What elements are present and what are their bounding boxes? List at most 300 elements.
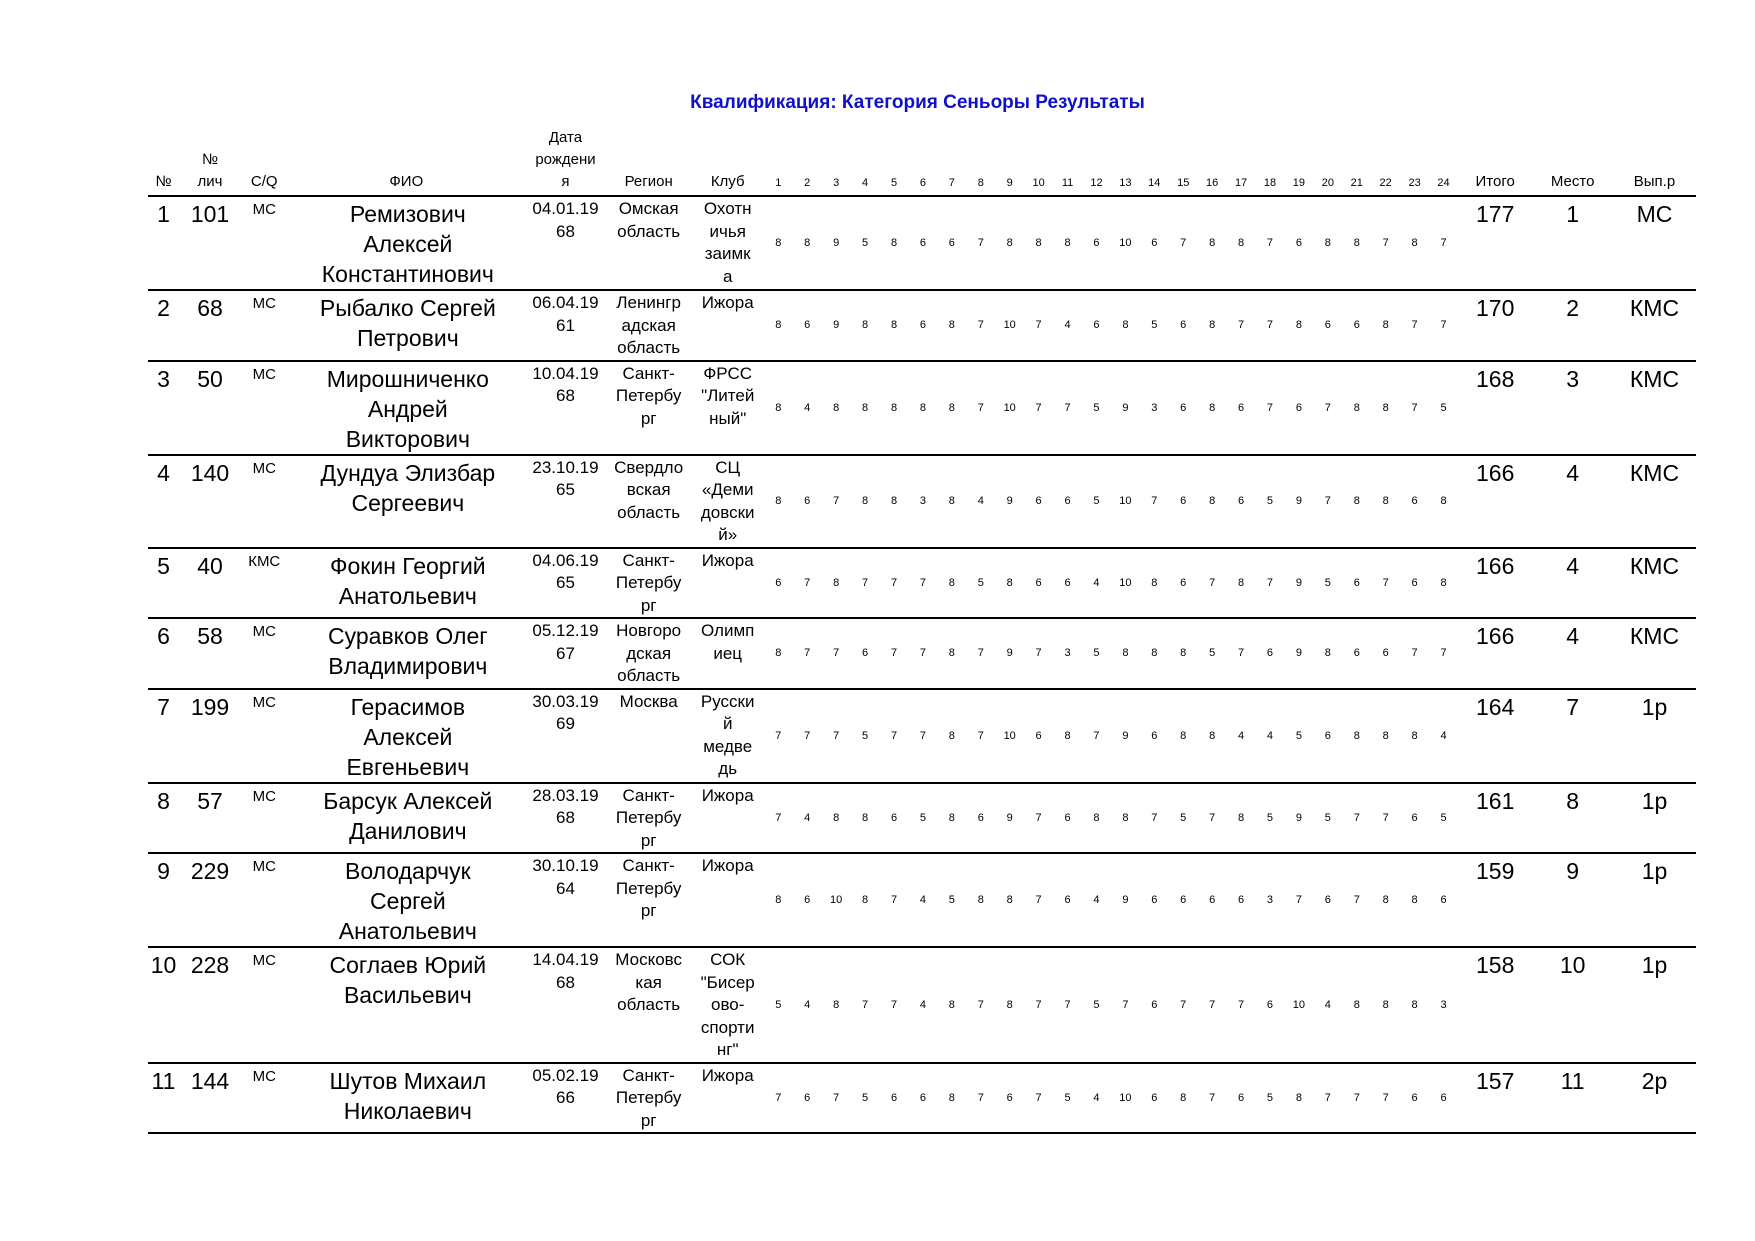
- series-score: 6: [1053, 783, 1082, 854]
- series-score: 8: [1313, 618, 1342, 689]
- qualification: КМС: [241, 548, 288, 619]
- series-score: 10: [995, 290, 1024, 361]
- series-score: 5: [1140, 290, 1169, 361]
- series-score: 5: [851, 1063, 880, 1134]
- series-score: 7: [1342, 853, 1371, 947]
- series-score: 8: [851, 783, 880, 854]
- birth-date: [525, 290, 606, 361]
- series-score: 6: [1227, 455, 1256, 548]
- region: [606, 783, 692, 854]
- series-score: 8: [1371, 689, 1400, 783]
- series-score: 5: [908, 783, 937, 854]
- row-num: 2: [148, 290, 179, 361]
- birth-date: [525, 947, 606, 1063]
- birth-date-line: 68: [556, 386, 575, 405]
- series-score: 10: [1111, 548, 1140, 619]
- club-line: Ижора: [701, 785, 754, 805]
- series-score: 3: [1053, 618, 1082, 689]
- series-score: 7: [1024, 361, 1053, 455]
- series-score: 5: [1053, 1063, 1082, 1134]
- region: [606, 455, 692, 548]
- series-score: 5: [1256, 455, 1285, 548]
- region-line: Санкт-: [622, 1065, 675, 1085]
- series-score: 8: [995, 548, 1024, 619]
- series-score: 6: [908, 196, 937, 290]
- series-score: 8: [1400, 853, 1429, 947]
- personal-num: 57: [179, 783, 241, 854]
- series-score: 7: [764, 783, 793, 854]
- series-score: 8: [937, 548, 966, 619]
- series-score: 6: [1342, 548, 1371, 619]
- series-score: 7: [1256, 548, 1285, 619]
- series-score: 6: [793, 290, 822, 361]
- table-row: [148, 361, 1696, 455]
- series-score: 6: [1284, 361, 1313, 455]
- header-series-2: 2: [793, 127, 822, 196]
- region: [606, 947, 692, 1063]
- series-score: 6: [908, 1063, 937, 1134]
- header-personal-num: [179, 127, 241, 196]
- series-score: 9: [995, 618, 1024, 689]
- series-score: 8: [1400, 689, 1429, 783]
- series-score: 7: [793, 548, 822, 619]
- region-line: Петербу: [615, 573, 682, 592]
- header-series-14: 14: [1140, 127, 1169, 196]
- series-score: 8: [1198, 196, 1227, 290]
- club-line: а: [722, 266, 733, 286]
- series-score: 6: [908, 290, 937, 361]
- header-personal-num-top: №: [201, 151, 219, 168]
- table-row: [148, 783, 1696, 854]
- series-score: 6: [1400, 548, 1429, 619]
- series-score: 6: [937, 196, 966, 290]
- series-score: 8: [1198, 689, 1227, 783]
- series-score: 7: [1198, 548, 1227, 619]
- series-score: 4: [1429, 689, 1458, 783]
- region-line: область: [617, 221, 681, 241]
- series-score: 8: [1053, 196, 1082, 290]
- athlete-name: [288, 853, 526, 947]
- region-line: Петербу: [615, 1088, 682, 1107]
- series-score: 5: [851, 689, 880, 783]
- place: 2: [1532, 290, 1613, 361]
- series-score: 8: [1342, 455, 1371, 548]
- series-score: 8: [764, 196, 793, 290]
- total: 157: [1458, 1063, 1532, 1134]
- birth-date: [525, 1063, 606, 1134]
- series-score: 7: [966, 689, 995, 783]
- region-line: область: [617, 338, 681, 357]
- series-score: 8: [1227, 783, 1256, 854]
- region-line: область: [617, 502, 681, 522]
- club-line: Олимп: [701, 621, 755, 640]
- series-score: 8: [1313, 196, 1342, 290]
- region: [606, 290, 692, 361]
- series-score: 7: [1082, 689, 1111, 783]
- header-personal-num-bottom: лич: [197, 173, 223, 190]
- series-score: 6: [1140, 1063, 1169, 1134]
- series-score: 8: [880, 455, 909, 548]
- place: 4: [1532, 548, 1613, 619]
- region-line: Петербу: [615, 386, 682, 405]
- club: [692, 290, 764, 361]
- athlete-name-line: Алексей: [363, 723, 453, 750]
- header-series-18: 18: [1256, 127, 1285, 196]
- header-series-17: 17: [1227, 127, 1256, 196]
- total: 159: [1458, 853, 1532, 947]
- series-score: 6: [1284, 196, 1313, 290]
- series-score: 7: [880, 947, 909, 1063]
- series-score: 8: [937, 689, 966, 783]
- athlete-name-line: Викторович: [345, 425, 470, 452]
- club-line: Ижора: [701, 550, 754, 570]
- series-score: 6: [1140, 689, 1169, 783]
- athlete-name: [288, 1063, 526, 1134]
- series-score: 9: [1284, 618, 1313, 689]
- region-line: Свердло: [614, 457, 684, 477]
- club-line: иец: [713, 643, 743, 663]
- club-line: спорти: [700, 1017, 755, 1037]
- row-num: 4: [148, 455, 179, 548]
- series-score: 8: [851, 455, 880, 548]
- rank-achieved: КМС: [1613, 361, 1696, 455]
- qualification: МС: [241, 290, 288, 361]
- birth-date: [525, 361, 606, 455]
- birth-date: [525, 618, 606, 689]
- series-score: 7: [822, 455, 851, 548]
- club: [692, 361, 764, 455]
- series-score: 7: [1024, 947, 1053, 1063]
- header-series-4: 4: [851, 127, 880, 196]
- athlete-name-line: Ремизович: [349, 201, 466, 227]
- athlete-name: [288, 361, 526, 455]
- series-score: 8: [1371, 947, 1400, 1063]
- athlete-name-line: Мирошниченко: [326, 365, 489, 392]
- series-score: 5: [1169, 783, 1198, 854]
- rank-achieved: 1р: [1613, 689, 1696, 783]
- club-line: й»: [718, 525, 738, 544]
- birth-date-line: 28.03.19: [532, 785, 599, 805]
- series-score: 6: [1371, 618, 1400, 689]
- athlete-name-line: Рыбалко Сергей: [319, 295, 496, 321]
- series-score: 9: [1111, 361, 1140, 455]
- birth-date-line: 30.03.19: [532, 691, 599, 711]
- series-score: 10: [995, 361, 1024, 455]
- series-score: 7: [908, 689, 937, 783]
- page-title: Квалификация: Категория Сеньоры Результаты: [690, 92, 1145, 113]
- birth-date-line: 30.10.19: [532, 856, 599, 875]
- personal-num: 140: [179, 455, 241, 548]
- club-line: ФРСС: [703, 363, 753, 383]
- series-score: 6: [1082, 196, 1111, 290]
- personal-num: 229: [179, 853, 241, 947]
- birth-date: [525, 548, 606, 619]
- athlete-name-line: Володарчук: [345, 858, 471, 884]
- birth-date: [525, 196, 606, 290]
- series-score: 8: [1227, 548, 1256, 619]
- series-score: 6: [1400, 1063, 1429, 1134]
- rank-achieved: 1р: [1613, 783, 1696, 854]
- series-score: 6: [1053, 853, 1082, 947]
- row-num: 8: [148, 783, 179, 854]
- series-score: 9: [1111, 853, 1140, 947]
- athlete-name-line: Андрей: [367, 395, 448, 422]
- header-series-12: 12: [1082, 127, 1111, 196]
- athlete-name-line: Николаевич: [343, 1097, 472, 1124]
- rank-achieved: КМС: [1613, 548, 1696, 619]
- total: 166: [1458, 618, 1532, 689]
- series-score: 7: [1400, 618, 1429, 689]
- region-line: рг: [640, 408, 657, 428]
- total: 177: [1458, 196, 1532, 290]
- rank-achieved: КМС: [1613, 455, 1696, 548]
- athlete-name: [288, 618, 526, 689]
- series-score: 6: [1169, 853, 1198, 947]
- club-line: Ижора: [701, 1065, 754, 1085]
- series-score: 7: [1169, 196, 1198, 290]
- series-score: 7: [822, 689, 851, 783]
- birth-date-line: 04.06.19: [532, 550, 599, 570]
- birth-date: [525, 455, 606, 548]
- series-score: 7: [1140, 455, 1169, 548]
- series-score: 6: [1169, 290, 1198, 361]
- place: 9: [1532, 853, 1613, 947]
- series-score: 8: [1342, 947, 1371, 1063]
- region-line: Петербу: [615, 808, 682, 827]
- series-score: 7: [1024, 1063, 1053, 1134]
- series-score: 7: [1371, 783, 1400, 854]
- birth-date-line: 06.04.19: [532, 293, 599, 312]
- series-score: 8: [822, 548, 851, 619]
- series-score: 7: [1140, 783, 1169, 854]
- series-score: 6: [851, 618, 880, 689]
- series-score: 6: [1313, 689, 1342, 783]
- series-score: 7: [1024, 290, 1053, 361]
- club: [692, 853, 764, 947]
- qualification: МС: [241, 783, 288, 854]
- series-score: 8: [1024, 196, 1053, 290]
- total: 166: [1458, 548, 1532, 619]
- athlete-name-line: Владимирович: [328, 653, 488, 679]
- series-score: 7: [822, 1063, 851, 1134]
- series-score: 4: [966, 455, 995, 548]
- series-score: 6: [880, 1063, 909, 1134]
- series-score: 5: [1082, 618, 1111, 689]
- header-series-15: 15: [1169, 127, 1198, 196]
- region-line: Петербу: [615, 878, 682, 898]
- place: 4: [1532, 618, 1613, 689]
- series-score: 7: [908, 548, 937, 619]
- header-dob: [525, 127, 606, 196]
- club-line: медве: [703, 736, 753, 756]
- region: [606, 853, 692, 947]
- series-score: 8: [966, 853, 995, 947]
- header-series-5: 5: [880, 127, 909, 196]
- region: [606, 361, 692, 455]
- birth-date: [525, 783, 606, 854]
- series-score: 6: [1053, 548, 1082, 619]
- club-line: СОК: [710, 950, 746, 969]
- series-score: 9: [995, 783, 1024, 854]
- club-line: Русски: [700, 691, 755, 711]
- series-score: 7: [793, 618, 822, 689]
- header-series-22: 22: [1371, 127, 1400, 196]
- table-row: [148, 618, 1696, 689]
- series-score: 8: [1140, 618, 1169, 689]
- series-score: 4: [908, 853, 937, 947]
- series-score: 7: [1313, 455, 1342, 548]
- region-line: дская: [626, 643, 672, 663]
- header-series-7: 7: [937, 127, 966, 196]
- series-score: 8: [1371, 853, 1400, 947]
- birth-date-line: 68: [556, 972, 575, 992]
- series-score: 8: [1169, 618, 1198, 689]
- series-score: 6: [1429, 853, 1458, 947]
- series-score: 6: [1140, 196, 1169, 290]
- series-score: 5: [1256, 1063, 1285, 1134]
- total: 170: [1458, 290, 1532, 361]
- athlete-name-line: Анатольевич: [338, 918, 477, 944]
- club-line: Ижора: [701, 293, 754, 312]
- region-line: Москва: [619, 691, 678, 711]
- rank-achieved: 2р: [1613, 1063, 1696, 1134]
- series-score: 6: [1400, 455, 1429, 548]
- birth-date-line: 10.04.19: [532, 363, 599, 383]
- header-row: [148, 127, 1696, 196]
- series-score: 4: [793, 361, 822, 455]
- series-score: 6: [1169, 548, 1198, 619]
- region-line: вская: [626, 480, 671, 499]
- birth-date-line: 69: [556, 714, 575, 733]
- series-score: 5: [1429, 361, 1458, 455]
- total: 158: [1458, 947, 1532, 1063]
- series-score: 7: [880, 853, 909, 947]
- region-line: область: [617, 995, 681, 1014]
- series-score: 9: [822, 196, 851, 290]
- athlete-name-line: Шутов Михаил: [329, 1067, 487, 1094]
- series-score: 7: [764, 1063, 793, 1134]
- series-score: 6: [995, 1063, 1024, 1134]
- place: 1: [1532, 196, 1613, 290]
- row-num: 9: [148, 853, 179, 947]
- region-line: рг: [640, 595, 657, 615]
- series-score: 7: [1284, 853, 1313, 947]
- qualification: МС: [241, 196, 288, 290]
- birth-date: [525, 689, 606, 783]
- region-line: рг: [640, 1110, 657, 1130]
- series-score: 7: [966, 1063, 995, 1134]
- header-dob-line-3: я: [561, 173, 570, 190]
- series-score: 4: [1256, 689, 1285, 783]
- series-score: 6: [764, 548, 793, 619]
- series-score: 3: [1256, 853, 1285, 947]
- series-score: 10: [822, 853, 851, 947]
- club: [692, 455, 764, 548]
- rank-achieved: 1р: [1613, 947, 1696, 1063]
- athlete-name: [288, 290, 526, 361]
- personal-num: 199: [179, 689, 241, 783]
- table-row: [148, 455, 1696, 548]
- series-score: 8: [1169, 689, 1198, 783]
- series-score: 8: [822, 783, 851, 854]
- birth-date-line: 68: [556, 221, 575, 241]
- series-score: 5: [851, 196, 880, 290]
- series-score: 6: [1342, 290, 1371, 361]
- series-score: 6: [1256, 947, 1285, 1063]
- club: [692, 783, 764, 854]
- athlete-name-line: Петрович: [356, 325, 459, 351]
- series-score: 8: [1169, 1063, 1198, 1134]
- header-series-13: 13: [1111, 127, 1140, 196]
- series-score: 6: [1169, 361, 1198, 455]
- series-score: 6: [1256, 618, 1285, 689]
- athlete-name: [288, 548, 526, 619]
- place: 11: [1532, 1063, 1613, 1134]
- header-fio: ФИО: [288, 127, 526, 196]
- athlete-name: [288, 783, 526, 854]
- series-score: 5: [1082, 361, 1111, 455]
- series-score: 4: [1082, 548, 1111, 619]
- series-score: 6: [1024, 689, 1053, 783]
- row-num: 6: [148, 618, 179, 689]
- athlete-name-line: Дундуа Элизбар: [320, 459, 496, 486]
- club: [692, 689, 764, 783]
- header-rank: Вып.р: [1613, 127, 1696, 196]
- results-body: [148, 196, 1696, 1133]
- athlete-name-line: Алексей: [363, 231, 453, 257]
- series-score: 6: [1024, 455, 1053, 548]
- region: [606, 618, 692, 689]
- series-score: 10: [1111, 196, 1140, 290]
- series-score: 6: [793, 1063, 822, 1134]
- region-line: Санкт-: [622, 785, 675, 805]
- header-series-10: 10: [1024, 127, 1053, 196]
- row-num: 1: [148, 196, 179, 290]
- personal-num: 144: [179, 1063, 241, 1134]
- place: 3: [1532, 361, 1613, 455]
- region-line: Санкт-: [622, 550, 675, 570]
- athlete-name-line: Соглаев Юрий: [329, 952, 487, 978]
- series-score: 7: [822, 618, 851, 689]
- series-score: 8: [937, 1063, 966, 1134]
- qualification: МС: [241, 455, 288, 548]
- series-score: 8: [1342, 361, 1371, 455]
- row-num: 10: [148, 947, 179, 1063]
- region-line: адская: [621, 315, 676, 335]
- region: [606, 196, 692, 290]
- series-score: 7: [764, 689, 793, 783]
- series-score: 8: [937, 783, 966, 854]
- series-score: 8: [1053, 689, 1082, 783]
- header-series-21: 21: [1342, 127, 1371, 196]
- series-score: 7: [1256, 290, 1285, 361]
- header-series-19: 19: [1284, 127, 1313, 196]
- series-score: 7: [1111, 947, 1140, 1063]
- series-score: 8: [764, 618, 793, 689]
- birth-date-line: 66: [556, 1088, 575, 1107]
- qualification: МС: [241, 361, 288, 455]
- series-score: 5: [1313, 548, 1342, 619]
- athlete-name: [288, 196, 526, 290]
- series-score: 8: [937, 947, 966, 1063]
- series-score: 6: [1024, 548, 1053, 619]
- club: [692, 196, 764, 290]
- athlete-name-line: Сергей: [369, 888, 446, 914]
- series-score: 7: [1024, 783, 1053, 854]
- series-score: 7: [1053, 361, 1082, 455]
- athlete-name: [288, 689, 526, 783]
- series-score: 8: [1111, 290, 1140, 361]
